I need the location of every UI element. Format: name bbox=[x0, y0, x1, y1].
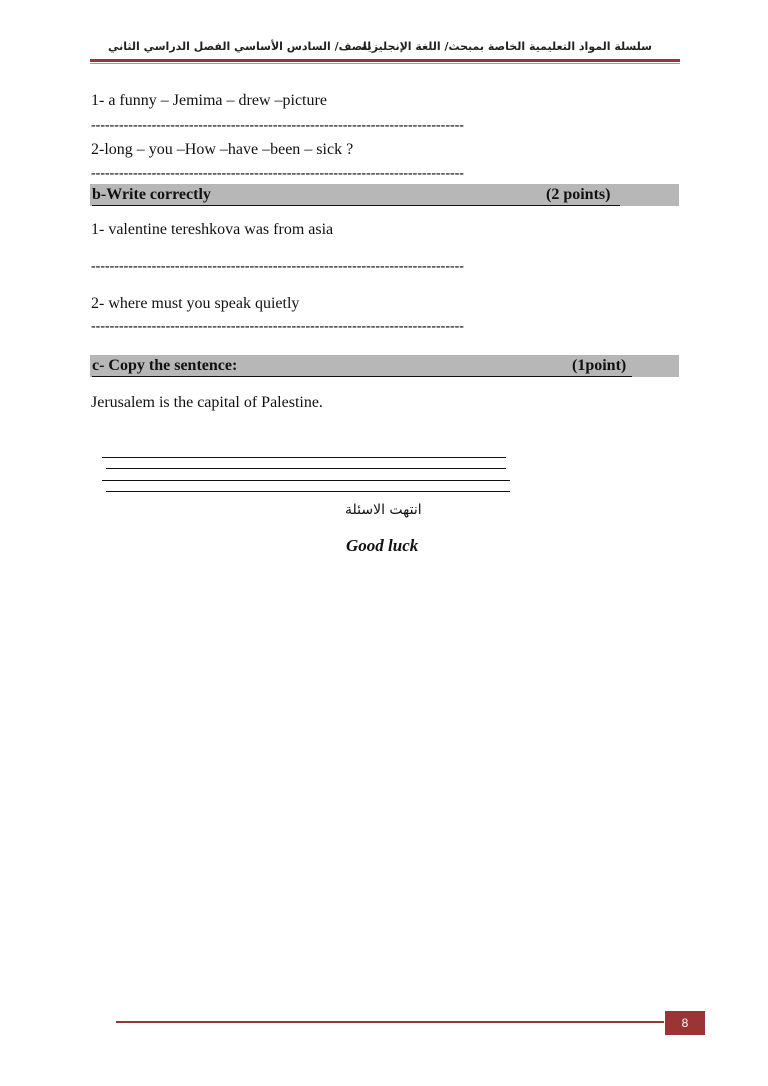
section-b-underline bbox=[92, 205, 620, 206]
reorder-item-2: 2-long – you –How –have –been – sick ? bbox=[91, 141, 354, 158]
page-number: 8 bbox=[665, 1011, 705, 1035]
write-correctly-item-2: 2- where must you speak quietly bbox=[91, 295, 300, 312]
answer-dash-line: -------------------------------------------------------------------------------- bbox=[91, 259, 464, 274]
footer-divider bbox=[116, 1021, 664, 1023]
section-c-underline bbox=[92, 376, 632, 377]
questions-ended-text: انتهت الاسئلة bbox=[345, 502, 422, 518]
section-c-header bbox=[90, 355, 679, 377]
copy-sentence: Jerusalem is the capital of Palestine. bbox=[91, 394, 323, 411]
writing-line bbox=[106, 468, 506, 469]
answer-dash-line: -------------------------------------------------------------------------------- bbox=[91, 166, 464, 181]
writing-line bbox=[102, 480, 510, 481]
writing-line bbox=[106, 491, 510, 492]
header-divider-thin bbox=[90, 63, 680, 64]
section-b-header bbox=[90, 184, 679, 206]
writing-line bbox=[102, 457, 506, 458]
page-header bbox=[90, 34, 680, 60]
header-grade-title: للصف/ السادس الأساسي الفصل الدراسي الثاني bbox=[108, 40, 372, 53]
header-divider bbox=[90, 59, 680, 62]
answer-dash-line: -------------------------------------------------------------------------------- bbox=[91, 319, 464, 334]
section-b-title: b-Write correctly bbox=[92, 186, 211, 203]
answer-dash-line: -------------------------------------------------------------------------------- bbox=[91, 118, 464, 133]
section-c-points: (1point) bbox=[572, 357, 627, 374]
good-luck-text: Good luck bbox=[346, 536, 419, 555]
reorder-item-1: 1- a funny – Jemima – drew –picture bbox=[91, 92, 327, 109]
write-correctly-item-1: 1- valentine tereshkova was from asia bbox=[91, 221, 334, 238]
section-b-points: (2 points) bbox=[546, 186, 611, 203]
header-series-title: سلسلة المواد التعليمية الخاصة بمبحث/ اللغة الإنجليزية bbox=[360, 40, 652, 53]
section-c-title: c- Copy the sentence: bbox=[92, 357, 238, 374]
